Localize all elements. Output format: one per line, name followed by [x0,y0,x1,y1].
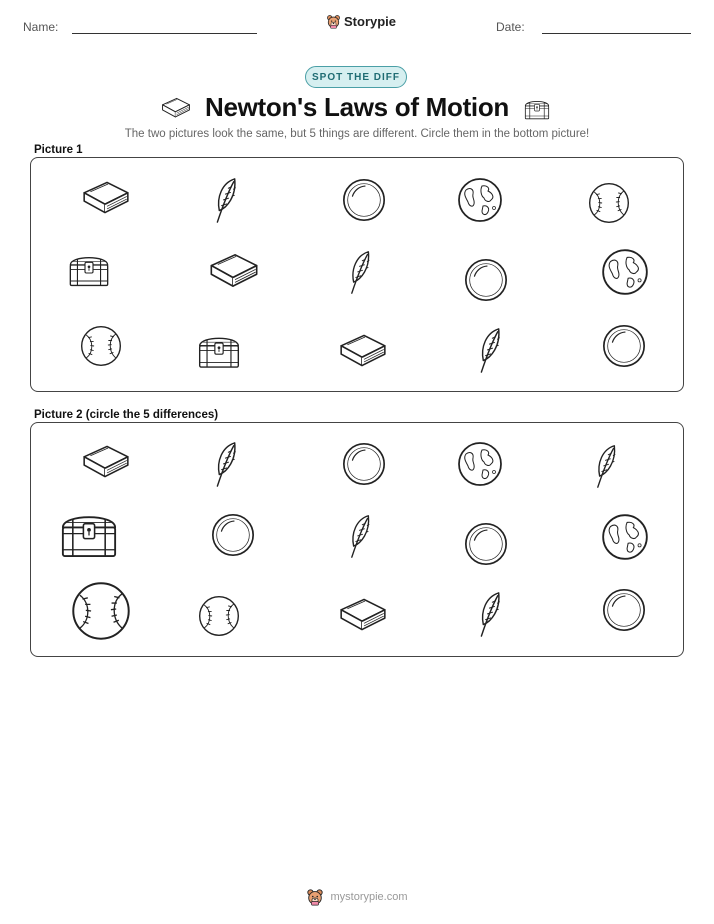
name-field[interactable] [72,33,257,34]
book-icon [80,441,132,483]
globe-icon [455,175,505,225]
book-icon [80,177,132,219]
footer-url[interactable]: mystorypie.com [330,891,408,903]
ball-icon [340,440,388,488]
ball-icon [600,586,648,634]
picture1-label: Picture 1 [34,144,83,156]
ball-icon [340,176,388,224]
badge: SPOT THE DIFF [305,66,407,88]
brand-name: Storypie [344,14,397,29]
baseball-icon [78,323,124,369]
brand-logo [326,14,396,29]
baseball-icon [68,578,134,644]
bear-icon [326,14,341,29]
book-icon [207,249,261,293]
treasure-chest-icon [56,505,122,561]
book-icon [337,329,389,373]
treasure-chest-icon [196,329,242,371]
feather-icon [473,590,509,638]
ball-icon [462,256,510,304]
feather-icon [342,249,380,295]
feather-icon [473,326,509,374]
date-field[interactable] [542,33,691,34]
ball-icon [209,511,257,559]
page-title: Newton's Laws of Motion [204,92,510,122]
feather-icon [209,440,245,488]
feather-icon [342,513,380,559]
treasure-chest-icon [66,249,112,289]
ball-icon [600,322,648,370]
globe-icon [599,246,651,298]
feather-icon [209,176,245,224]
name-label: Name: [23,20,59,34]
ball-icon [462,520,510,568]
globe-icon [455,439,505,489]
date-label: Date: [496,20,525,34]
globe-icon [599,511,651,563]
bear-icon [306,888,324,906]
footer [0,888,714,906]
baseball-icon [196,593,242,639]
feather-icon [588,443,626,489]
book-icon [337,593,389,637]
instructions: The two pictures look the same, but 5 things are different. Circle them in the bottom picture! [124,128,590,140]
baseball-icon [586,180,632,226]
picture2-label: Picture 2 (circle the 5 differences) [34,409,219,421]
treasure-chest-icon [523,96,551,121]
